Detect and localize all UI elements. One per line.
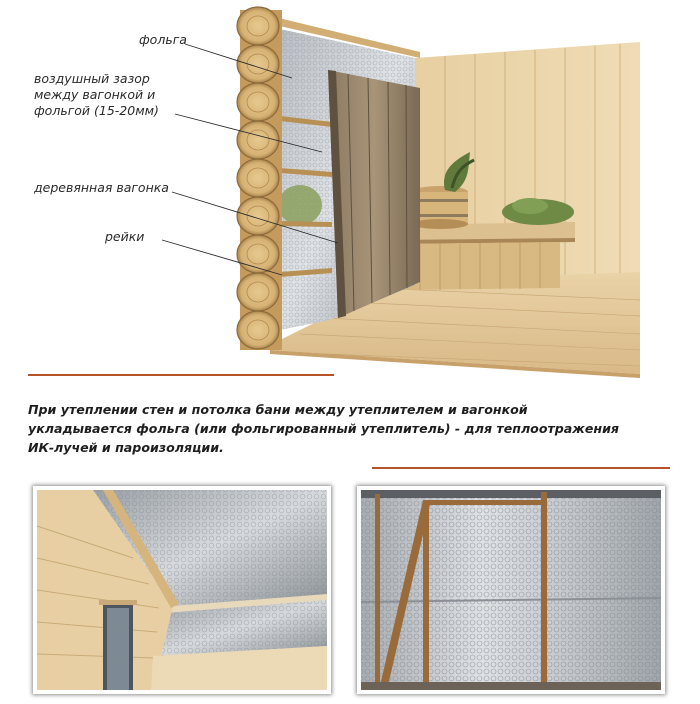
foil-ceiling-photo-icon — [33, 486, 331, 694]
label-foil: фольга — [139, 32, 187, 47]
divider-left — [28, 374, 334, 376]
label-battens: рейки — [105, 229, 145, 244]
caption-paragraph — [28, 400, 678, 457]
photo-foil-ceiling — [33, 486, 331, 694]
bucket — [412, 186, 468, 229]
label-air-gap-3: фольгой (15-20мм) — [34, 103, 159, 118]
log-wall — [237, 7, 282, 350]
caption-line-1: При утеплении стен и потолка бани между утеплителем и вагонкой — [28, 402, 528, 417]
photo-foil-wall — [357, 486, 665, 694]
label-lining: деревянная вагонка — [34, 180, 169, 195]
divider-right — [372, 467, 670, 469]
label-air-gap-2: между вагонкой и — [34, 87, 156, 102]
foil-wall-photo-icon — [357, 486, 665, 694]
caption-line-2: укладывается фольга (или фольгированный утеплитель) - для теплоотражения — [28, 421, 619, 436]
label-air-gap-1: воздушный зазор — [34, 71, 150, 86]
caption-line-3: ИК-лучей и пароизоляции. — [28, 440, 224, 455]
